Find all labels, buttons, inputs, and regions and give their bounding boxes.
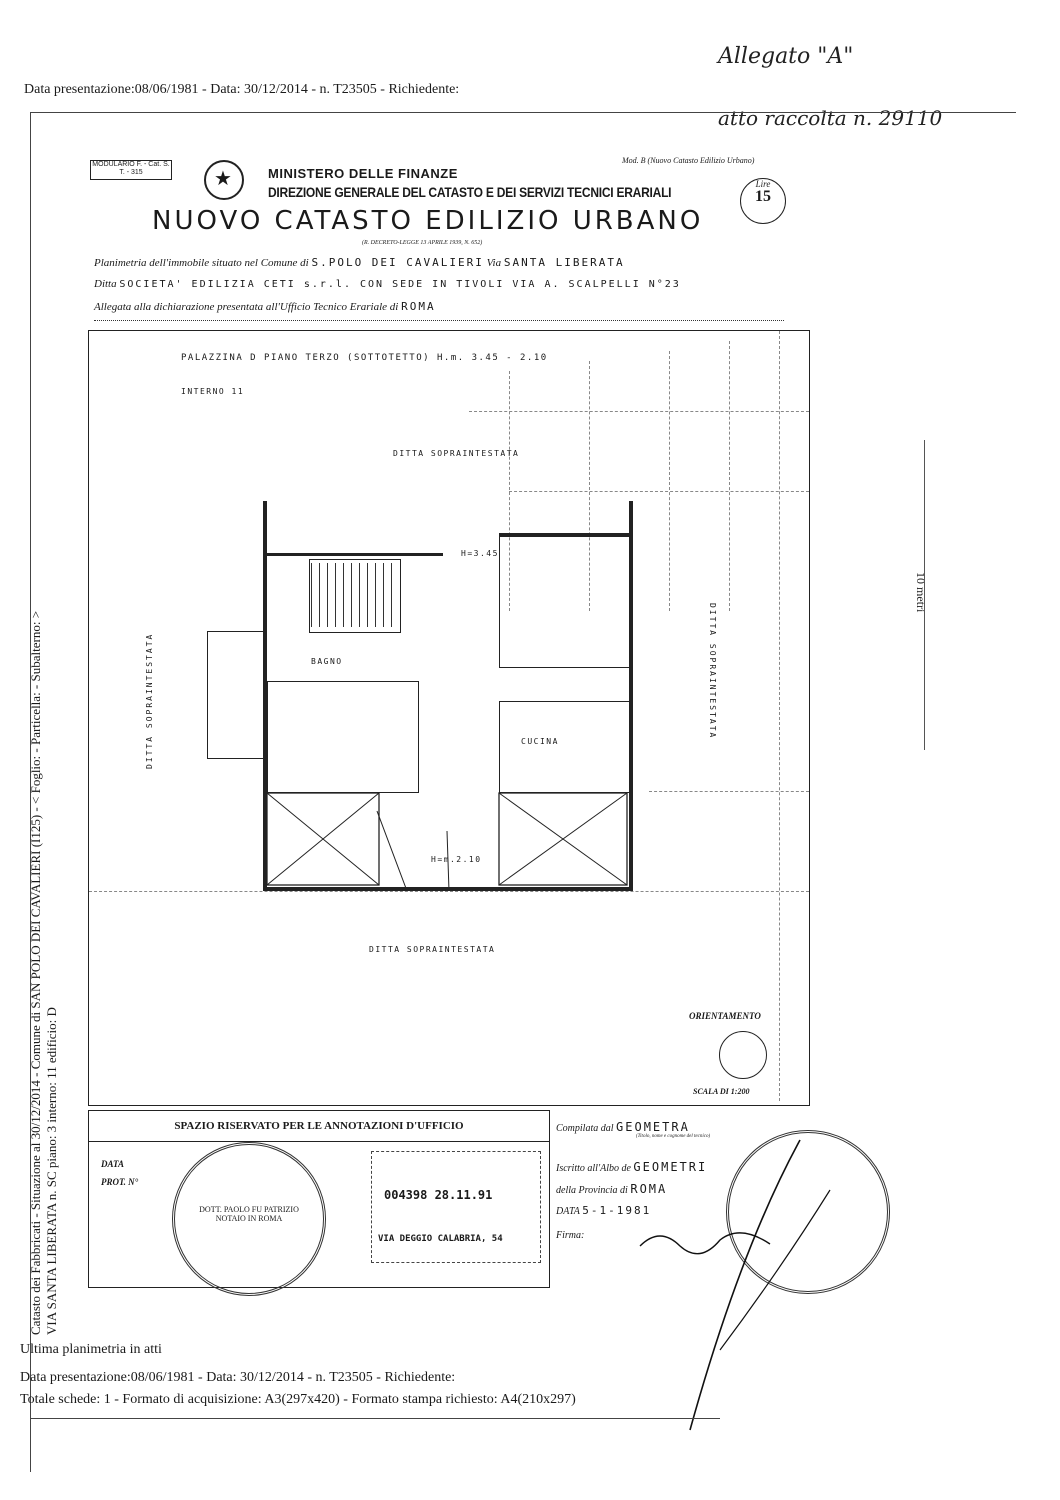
footer-ultima: Ultima planimetria in atti <box>20 1342 162 1357</box>
orientamento-label: ORIENTAMENTO <box>689 1011 761 1021</box>
titolo-note: (Titolo, nome e cognome del tecnico) <box>636 1134 711 1139</box>
registration-stamp <box>371 1151 541 1263</box>
footer-rule <box>30 1418 720 1419</box>
atto-annotation: atto raccolta n. 29110 <box>718 106 943 130</box>
iscritto-label: Iscritto all'Albo de <box>556 1163 631 1174</box>
lire-value: 15 <box>755 188 771 205</box>
allegato-annotation: Allegato "A" <box>718 44 854 69</box>
stamp-number: 004398 28.11.91 <box>384 1188 493 1202</box>
header-rule <box>30 112 1016 113</box>
room-cucina: CUCINA <box>521 737 559 746</box>
data-compiler-label: DATA <box>556 1206 580 1217</box>
footer-line1: Data presentazione:08/06/1981 - Data: 30/12/2014 - n. T23505 - Richiedente: <box>20 1370 456 1385</box>
ditta-label: Ditta <box>94 278 117 290</box>
margin-catasto-text: Catasto dei Fabbricati - Situazione al 30/12/2014 - Comune di SAN POLO DEI CAVALIERI (I125) - < Foglio: - Particella: - Subalterno: > <box>28 610 43 1335</box>
ditta-line <box>94 278 681 290</box>
via-value: SANTA LIBERATA <box>503 256 625 269</box>
ministry-name: MINISTERO DELLE FINANZE <box>268 166 458 181</box>
scale-bar <box>924 440 925 750</box>
ditta-left-label: DITTA SOPRAINTESTATA <box>145 632 154 769</box>
planimetria-label: Planimetria dell'immobile situato nel Comune di <box>94 257 309 269</box>
prot-label: PROT. N° <box>101 1177 139 1187</box>
provincia-value: ROMA <box>630 1182 668 1196</box>
plan-title: PALAZZINA D PIANO TERZO (SOTTOTETTO) H.m. 3.45 - 2.10 <box>181 353 548 363</box>
allegata-line <box>94 300 436 313</box>
height-bottom-label: H=m.2.10 <box>431 855 482 864</box>
height-top-label: H=3.45 <box>461 549 499 558</box>
terrace-crosses <box>267 791 629 887</box>
model-ref: Mod. B (Nuovo Catasto Edilizio Urbano) <box>622 156 755 165</box>
room-bagno: BAGNO <box>311 657 343 666</box>
planimetria-line <box>94 256 625 269</box>
header-line: Data presentazione:08/06/1981 - Data: 30/12/2014 - n. T23505 - Richiedente: <box>24 82 460 97</box>
direzione-name: DIREZIONE GENERALE DEL CATASTO E DEI SERVIZI TECNICI ERARIALI <box>268 184 672 200</box>
signature-strokes <box>630 1130 870 1440</box>
republic-emblem-icon <box>204 160 244 200</box>
compilata-value: GEOMETRA <box>616 1120 690 1134</box>
modulario-box: MODULARIO F. - Cat. S. T. - 315 <box>90 160 172 180</box>
via-label: Via <box>486 257 502 269</box>
margin-address-text: VIA SANTA LIBERATA n. SC piano: 3 interno: 11 edificio: D <box>44 1007 59 1335</box>
dotted-rule <box>94 320 784 321</box>
ditta-bottom-label: DITTA SOPRAINTESTATA <box>369 945 496 954</box>
ufficio-value: ROMA <box>401 300 436 313</box>
form-title: NUOVO CATASTO EDILIZIO URBANO <box>152 206 704 236</box>
data-label: DATA <box>101 1159 125 1169</box>
scala-label: SCALA DI 1:200 <box>693 1087 750 1096</box>
notary-seal-text: DOTT. PAOLO FU PATRIZIO NOTAIO IN ROMA <box>199 1205 299 1223</box>
stamp-address: VIA DEGGIO CALABRIA, 54 <box>378 1234 503 1244</box>
lire-label: Lire <box>755 179 771 189</box>
spazio-label: SPAZIO RISERVATO PER LE ANNOTAZIONI D'UFFICIO <box>89 1111 549 1142</box>
floor-plan-area <box>88 330 810 1106</box>
compilata-label: Compilata dal <box>556 1123 614 1134</box>
footer-line2: Totale schede: 1 - Formato di acquisizione: A3(297x420) - Formato stampa richiesto: A4(210x297) <box>20 1392 576 1407</box>
ditta-value: SOCIETA' EDILIZIA CETI s.r.l. CON SEDE IN TIVOLI VIA A. SCALPELLI N°23 <box>119 279 681 290</box>
lire-stamp <box>740 178 786 224</box>
firma-label: Firma: <box>556 1230 585 1241</box>
scale-10-metri: 10 metri <box>914 572 928 613</box>
ditta-right-label: DITTA SOPRAINTESTATA <box>708 603 717 740</box>
compass-icon <box>719 1031 767 1079</box>
allegata-label: Allegata alla dichiarazione presentata all'Ufficio Tecnico Erariale di <box>94 301 399 313</box>
plan-interno: INTERNO 11 <box>181 387 245 396</box>
ditta-top-label: DITTA SOPRAINTESTATA <box>393 449 520 458</box>
data-compiler-value: 5-1-1981 <box>582 1204 652 1217</box>
comune-value: S.POLO DEI CAVALIERI <box>311 256 484 269</box>
notary-seal-left <box>172 1142 326 1296</box>
iscritto-value: GEOMETRI <box>633 1160 708 1174</box>
provincia-label: della Provincia di <box>556 1185 628 1196</box>
decreto-ref: (R. DECRETO-LEGGE 13 APRILE 1939, N. 652) <box>362 240 483 246</box>
